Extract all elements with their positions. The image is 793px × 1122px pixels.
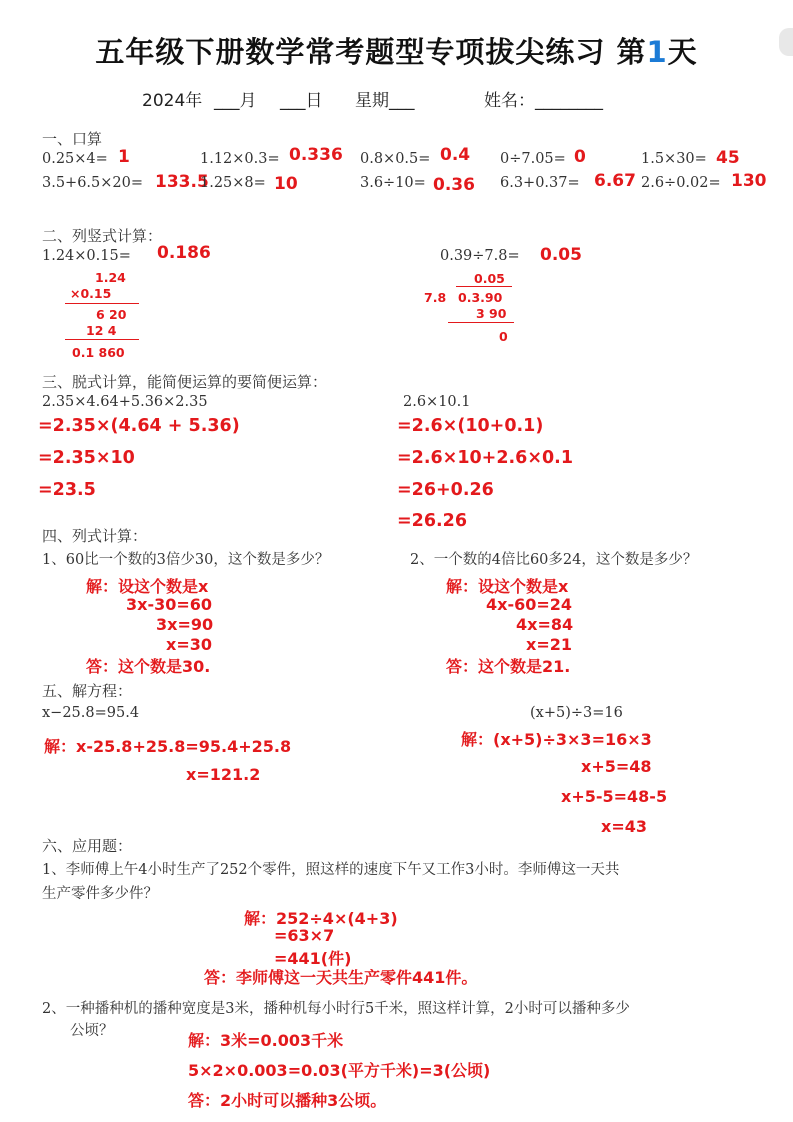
vertical-line-3 [448, 322, 514, 323]
oral-a-2: 0.336 [289, 145, 343, 165]
oral-a-10: 130 [731, 171, 767, 191]
oral-a-3: 0.4 [440, 145, 471, 165]
word-1-answer: 答：这个数是30. [86, 657, 211, 676]
applied-1-line-2: =63×7 [274, 926, 335, 945]
section-applied: 六、应用题： [42, 837, 133, 855]
vertical-work-1-p2: 12 4 [86, 323, 117, 338]
year-label: 2024年 [142, 91, 203, 111]
vertical-work-1-mult: ×0.15 [70, 286, 112, 301]
applied-1-line-3: =441(件) [274, 949, 352, 968]
oral-q-9: 6.3+0.37= [500, 175, 580, 191]
stepwise-1-step-1: =2.35×(4.64 + 5.36) [38, 416, 240, 436]
section-solve: 五、解方程： [42, 682, 133, 700]
solve-q-2: (x+5)÷3=16 [530, 705, 623, 721]
name-field: 姓名：________ [484, 91, 603, 111]
applied-2-line-1: 解：3米=0.003千米 [188, 1031, 344, 1050]
applied-2-line-2: 5×2×0.003=0.03(平方千米)=3(公顷) [188, 1061, 491, 1080]
stepwise-2-step-2: =2.6×10+2.6×0.1 [397, 448, 574, 468]
section-oral: 一、口算 [42, 130, 103, 148]
word-1-line-3: 3x=90 [156, 615, 214, 634]
oral-q-6: 3.5+6.5×20= [42, 175, 144, 191]
word-2-line-4: x=21 [526, 635, 572, 654]
vertical-work-2-dividend: 0.3.90 [458, 290, 503, 305]
word-q-1: 1、60比一个数的3倍少30，这个数是多少？ [42, 552, 330, 568]
oral-a-4: 0 [574, 147, 586, 167]
applied-q-1-line-1: 1、李师傅上午4小时生产了252个零件，照这样的速度下午又工作3小时。李师傅这一天共 [42, 862, 620, 878]
applied-1-line-1: 解：252÷4×(4+3) [244, 909, 398, 928]
applied-q-2-line-1: 2、一种播种机的播种宽度是3米，播种机每小时行5千米，照这样计算，2小时可以播种多少 [42, 1001, 630, 1017]
vertical-q-2: 0.39÷7.8= [440, 248, 520, 264]
solve-1-line-2: x=121.2 [186, 765, 261, 784]
word-2-line-1: 解：设这个数是x [446, 577, 569, 596]
oral-a-6: 133.5 [155, 172, 209, 192]
day-field: ___日 [280, 91, 323, 111]
applied-q-1-line-2: 生产零件多少件？ [42, 886, 158, 902]
vertical-work-1-p1: 6 20 [96, 307, 127, 322]
oral-q-3: 0.8×0.5= [360, 151, 431, 167]
corner-tab [779, 28, 793, 56]
vertical-div-bar [456, 286, 512, 287]
stepwise-1-step-2: =2.35×10 [38, 448, 135, 468]
stepwise-2-step-3: =26+0.26 [397, 480, 494, 500]
vertical-a-1: 0.186 [157, 243, 211, 263]
oral-a-5: 45 [716, 148, 740, 168]
word-1-line-1: 解：设这个数是x [86, 577, 209, 596]
vertical-work-1-result: 0.1 860 [72, 345, 125, 360]
oral-a-9: 6.67 [594, 171, 636, 191]
section-vertical: 二、列竖式计算： [42, 227, 163, 245]
vertical-q-1: 1.24×0.15= [42, 248, 131, 264]
oral-q-5: 1.5×30= [641, 151, 707, 167]
solve-2-line-3: x+5-5=48-5 [561, 787, 668, 806]
vertical-work-1-top: 1.24 [95, 270, 126, 285]
vertical-work-2-rem: 0 [499, 329, 508, 344]
applied-q-2-line-2: 公顷？ [70, 1023, 114, 1039]
word-1-line-4: x=30 [166, 635, 212, 654]
solve-q-1: x−25.8=95.4 [42, 705, 140, 721]
vertical-work-2-divisor: 7.8 [424, 290, 447, 305]
oral-a-1: 1 [118, 147, 130, 167]
solve-2-line-1: 解：(x+5)÷3×3=16×3 [461, 730, 652, 749]
day-number: 1 [646, 35, 668, 69]
applied-2-answer: 答：2小时可以播种3公顷。 [188, 1091, 387, 1110]
word-q-2: 2、一个数的4倍比60多24，这个数是多少？ [410, 552, 698, 568]
vertical-line-1 [65, 303, 139, 304]
vertical-work-2-sub: 3 90 [476, 306, 507, 321]
stepwise-q-2: 2.6×10.1 [403, 394, 471, 410]
word-2-line-3: 4x=84 [516, 615, 574, 634]
page-title: 五年级下册数学常考题型专项拔尖练习 第1天 [95, 35, 698, 69]
month-field: ___月 [214, 91, 257, 111]
solve-2-line-2: x+5=48 [581, 757, 652, 776]
section-stepwise: 三、脱式计算，能简便运算的要简便运算： [42, 373, 328, 391]
oral-q-8: 3.6÷10= [360, 175, 426, 191]
oral-q-10: 2.6÷0.02= [641, 175, 721, 191]
oral-a-7: 10 [274, 174, 298, 194]
section-word-equation: 四、列式计算： [42, 527, 148, 545]
word-2-answer: 答：这个数是21. [446, 657, 571, 676]
oral-q-7: 1.25×8= [200, 175, 266, 191]
oral-q-4: 0÷7.05= [500, 151, 566, 167]
stepwise-2-step-1: =2.6×(10+0.1) [397, 416, 544, 436]
weekday-field: 星期___ [355, 91, 415, 111]
vertical-work-2-quot: 0.05 [474, 271, 505, 286]
oral-q-2: 1.12×0.3= [200, 151, 280, 167]
word-1-line-2: 3x-30=60 [126, 595, 213, 614]
applied-1-answer: 答：李师傅这一天共生产零件441件。 [204, 968, 478, 987]
oral-q-1: 0.25×4= [42, 151, 108, 167]
vertical-a-2: 0.05 [540, 245, 582, 265]
solve-2-line-4: x=43 [601, 817, 647, 836]
vertical-line-2 [65, 339, 139, 340]
solve-1-line-1: 解：x-25.8+25.8=95.4+25.8 [44, 737, 292, 756]
stepwise-2-step-4: =26.26 [397, 511, 468, 531]
word-2-line-2: 4x-60=24 [486, 595, 573, 614]
stepwise-q-1: 2.35×4.64+5.36×2.35 [42, 394, 208, 410]
stepwise-1-step-3: =23.5 [38, 480, 96, 500]
oral-a-8: 0.36 [433, 175, 475, 195]
